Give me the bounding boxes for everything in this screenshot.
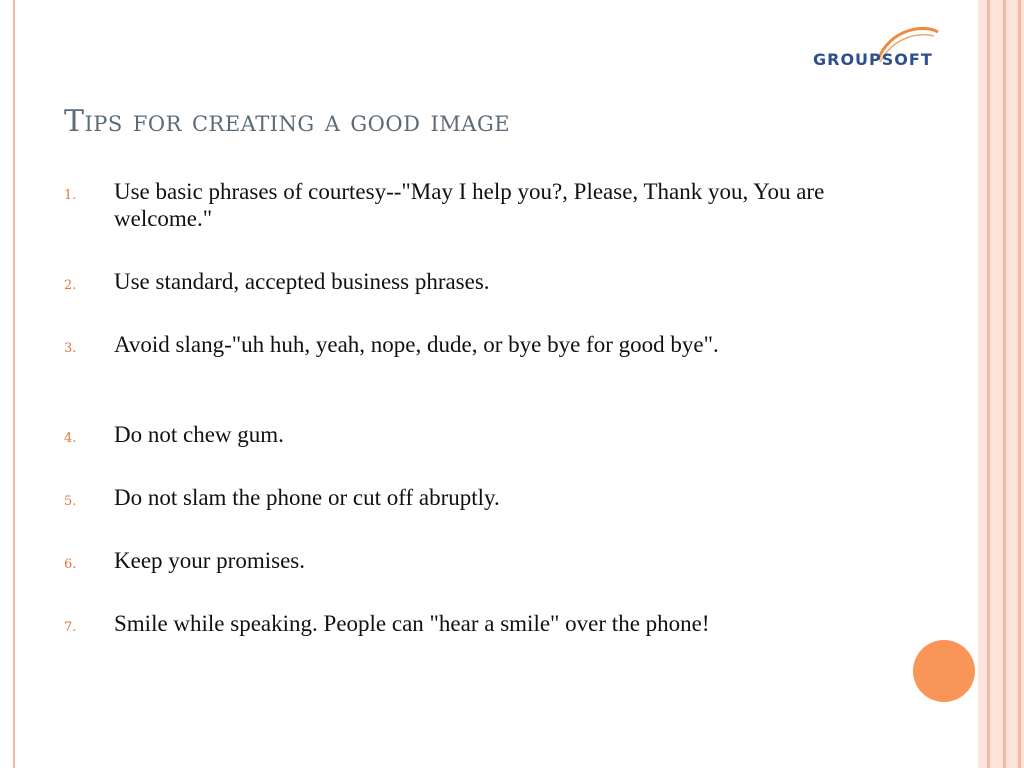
tip-number: 6. bbox=[64, 557, 77, 572]
tip-number: 5. bbox=[64, 494, 77, 509]
tip-item bbox=[64, 178, 924, 268]
tip-text: Smile while speaking. People can "hear a smile" over the phone! bbox=[114, 611, 710, 636]
tip-number: 7. bbox=[64, 620, 77, 635]
tip-number: 3. bbox=[64, 341, 77, 356]
tip-item bbox=[64, 484, 924, 547]
slide-title: Tips for creating a good image bbox=[64, 104, 511, 139]
tip-number: 1. bbox=[64, 188, 77, 203]
tip-text: Use standard, accepted business phrases. bbox=[114, 269, 490, 294]
tip-item bbox=[64, 268, 924, 331]
tip-item bbox=[64, 421, 924, 484]
tip-text: Do not chew gum. bbox=[114, 422, 284, 447]
right-border-line-3 bbox=[1018, 0, 1021, 768]
tip-text: Avoid slang-"uh huh, yeah, nope, dude, or bye bye for good bye". bbox=[114, 332, 719, 357]
tip-text: Keep your promises. bbox=[114, 548, 305, 573]
tip-item bbox=[64, 547, 924, 610]
groupsoft-logo bbox=[810, 22, 960, 78]
tip-item bbox=[64, 331, 924, 421]
tip-number: 2. bbox=[64, 278, 77, 293]
logo-text: GROUPSOFT bbox=[813, 50, 933, 69]
tip-text: Use basic phrases of courtesy--"May I help you?, Please, Thank you, You are welcome." bbox=[114, 179, 825, 231]
right-border-line-2 bbox=[1003, 0, 1006, 768]
tip-item bbox=[64, 610, 924, 670]
tip-number: 4. bbox=[64, 431, 77, 446]
left-border-line bbox=[13, 0, 15, 768]
right-border-line-1 bbox=[987, 0, 990, 768]
tip-text: Do not slam the phone or cut off abruptly. bbox=[114, 485, 500, 510]
tips-list bbox=[64, 178, 924, 670]
